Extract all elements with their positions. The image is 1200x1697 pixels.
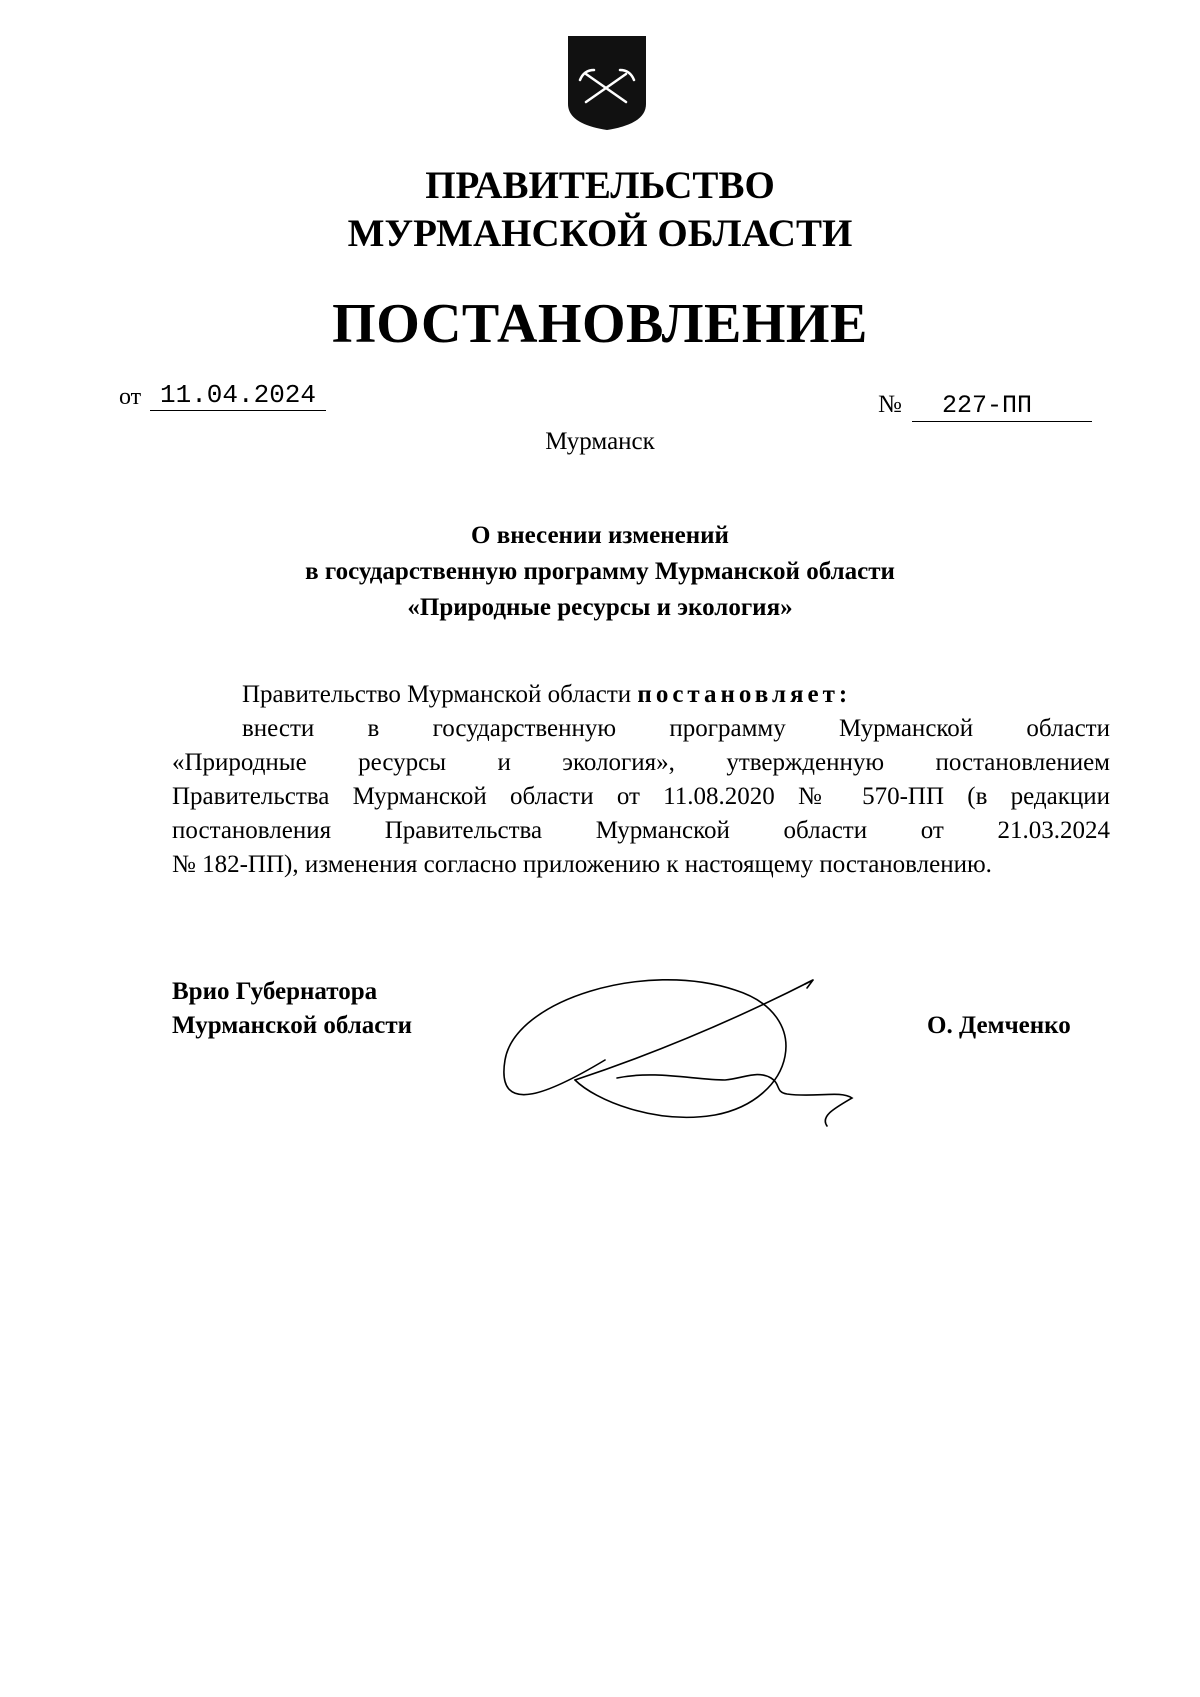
body-line: «Природные ресурсы и экология», утвержденную постановлением xyxy=(172,749,1110,776)
city: Мурманск xyxy=(545,428,655,455)
subject-line: О внесении изменений xyxy=(471,522,729,549)
body-intro xyxy=(172,678,1110,712)
body-line: Правительства Мурманской области от 11.08.2020 № 570-ПП (в редакции xyxy=(172,783,1110,810)
document-subject xyxy=(0,518,1200,626)
document-body xyxy=(172,678,1110,882)
number-value: 227-ПП xyxy=(912,391,1092,422)
date-label: от xyxy=(119,384,142,410)
document-type: ПОСТАНОВЛЕНИЕ xyxy=(332,293,868,355)
body-intro-text: Правительство Мурманской области xyxy=(242,681,632,708)
body-line: постановления Правительства Мурманской области от 21.03.2024 xyxy=(172,817,1110,844)
signatory-position xyxy=(172,975,412,1043)
coat-of-arms-icon xyxy=(566,34,648,132)
signatory-name: О. Демченко xyxy=(927,1012,1071,1039)
body-line: № 182-ПП), изменения согласно приложению к настоящему постановлению. xyxy=(172,851,992,878)
date-value: 11.04.2024 xyxy=(150,380,326,411)
body-line: внести в государственную программу Мурманской области xyxy=(242,715,1110,742)
subject-line: в государственную программу Мурманской области xyxy=(305,558,895,585)
position-line: Врио Губернатора xyxy=(172,978,378,1005)
government-title-line2: МУРМАНСКОЙ ОБЛАСТИ xyxy=(347,212,853,255)
position-line: Мурманской области xyxy=(172,1012,413,1039)
body-intro-emphasis: постановляет: xyxy=(637,681,852,708)
number-label: № xyxy=(878,391,902,418)
handwritten-signature xyxy=(495,970,915,1150)
subject-line: «Природные ресурсы и экология» xyxy=(407,594,793,621)
government-title-line1: ПРАВИТЕЛЬСТВО xyxy=(425,164,775,207)
